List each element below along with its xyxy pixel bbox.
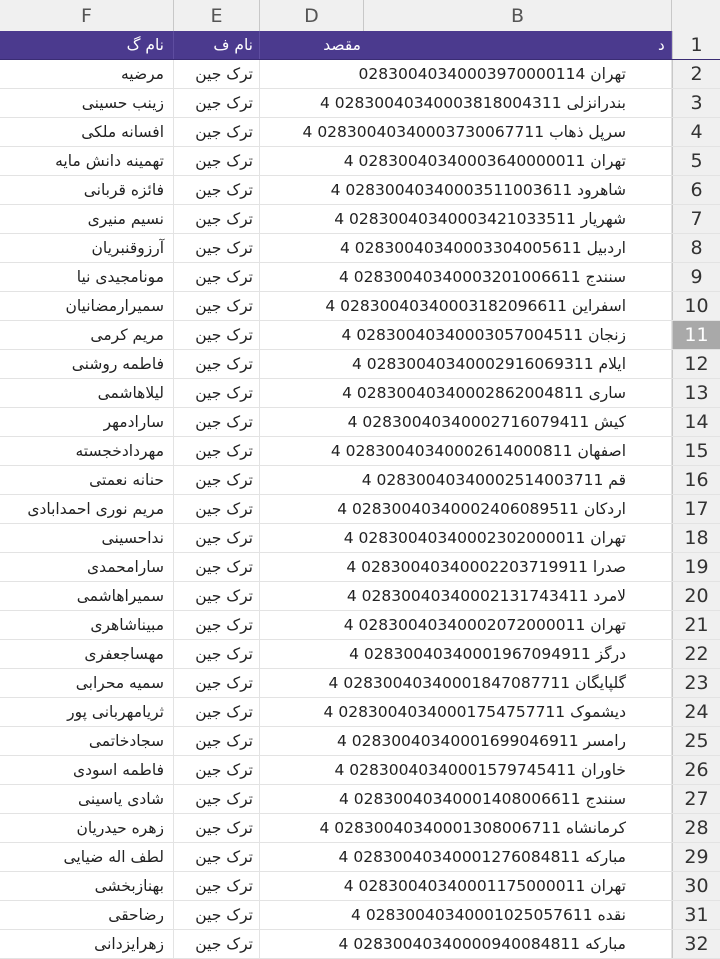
row-number[interactable]: 28: [672, 814, 720, 842]
table-row: [0, 176, 720, 205]
table-row: [0, 408, 720, 437]
cell-code: 02830040340002614000811 4: [330, 442, 573, 460]
cell-code: 02830040340003640000011 4: [343, 152, 586, 170]
cell-name[interactable]: سمیراهاشمی: [0, 582, 174, 610]
row-number[interactable]: 26: [672, 756, 720, 784]
cell-destination-and-code[interactable]: [260, 785, 672, 813]
row-number[interactable]: 1: [672, 31, 720, 59]
cell-family[interactable]: ترک جین: [174, 408, 260, 436]
table-row: [0, 872, 720, 901]
cell-destination-and-code[interactable]: [260, 437, 672, 465]
cell-code: 02830040340003970000114: [358, 65, 586, 83]
cell-family[interactable]: ترک جین: [174, 89, 260, 117]
cell-code: 02830040340001699046911 4: [336, 732, 579, 750]
cell-name[interactable]: بهنازبخشی: [0, 872, 174, 900]
table-row: [0, 118, 720, 147]
table-row: [0, 698, 720, 727]
table-row: [0, 640, 720, 669]
cell-code: 02830040340003511003611 4: [330, 181, 573, 199]
row-number[interactable]: 13: [672, 379, 720, 407]
cell-family[interactable]: ترک جین: [174, 669, 260, 697]
cell-family[interactable]: ترک جین: [174, 60, 260, 88]
cell-code: 02830040340003421033511 4: [334, 210, 576, 228]
cell-destination: اردکان: [583, 500, 626, 518]
cell-destination: زنجان: [588, 326, 626, 344]
cell-code: 02830040340002514003711 4: [361, 471, 604, 489]
cell-family[interactable]: ترک جین: [174, 263, 260, 291]
cell-name[interactable]: زینب حسینی: [0, 89, 174, 117]
cell-name[interactable]: تهمینه دانش مایه: [0, 147, 174, 175]
cell-family[interactable]: ترک جین: [174, 437, 260, 465]
row-number[interactable]: 21: [672, 611, 720, 639]
cell-name[interactable]: افسانه ملکی: [0, 118, 174, 146]
cell-name[interactable]: آرزوقنبریان: [0, 234, 174, 262]
cell-destination-and-code[interactable]: [260, 524, 672, 552]
row-number[interactable]: 3: [672, 89, 720, 117]
cell-destination-and-code[interactable]: [260, 930, 672, 958]
row-number[interactable]: 31: [672, 901, 720, 929]
row-number[interactable]: 19: [672, 553, 720, 581]
cell-name[interactable]: فاطمه روشنی: [0, 350, 174, 378]
cell-destination: مبارکه: [585, 848, 626, 866]
row-number[interactable]: 6: [672, 176, 720, 204]
cell-destination-and-code[interactable]: [260, 495, 672, 523]
table-row: [0, 669, 720, 698]
row-number[interactable]: 18: [672, 524, 720, 552]
cell-destination-and-code[interactable]: [260, 263, 672, 291]
cell-destination: دیشموک: [570, 703, 626, 721]
cell-destination-and-code[interactable]: [260, 756, 672, 784]
cell-destination-and-code[interactable]: [260, 321, 672, 349]
cell-destination-and-code[interactable]: [260, 292, 672, 320]
cell-name[interactable]: لطف اله ضیایی: [0, 843, 174, 871]
cell-family[interactable]: ترک جین: [174, 553, 260, 581]
cell-family[interactable]: ترک جین: [174, 466, 260, 494]
cell-destination-and-code[interactable]: [260, 408, 672, 436]
cell-family[interactable]: ترک جین: [174, 147, 260, 175]
table-row: [0, 205, 720, 234]
cell-code: 02830040340003730067711 4: [302, 123, 545, 141]
row-number[interactable]: 8: [672, 234, 720, 262]
header-cell-b-truncated[interactable]: د: [658, 36, 665, 54]
cell-name[interactable]: فاطمه اسودی: [0, 756, 174, 784]
row-number[interactable]: 30: [672, 872, 720, 900]
cell-code: 02830040340001579745411 4: [334, 761, 577, 779]
cell-destination: اردبیل: [586, 239, 626, 257]
cell-family[interactable]: ترک جین: [174, 176, 260, 204]
cell-code: 02830040340002716079411 4: [347, 413, 590, 431]
cell-name[interactable]: مهردادخجسته: [0, 437, 174, 465]
cell-code: 02830040340002862004811 4: [342, 384, 584, 402]
cell-destination-and-code[interactable]: [260, 466, 672, 494]
table-row: [0, 553, 720, 582]
cell-code: 02830040340001175000011 4: [343, 877, 586, 895]
cell-name[interactable]: مرضیه: [0, 60, 174, 88]
cell-name[interactable]: مریم نوری احمدابادی: [0, 495, 174, 523]
cell-destination-and-code[interactable]: [260, 350, 672, 378]
cell-family[interactable]: ترک جین: [174, 495, 260, 523]
row-number[interactable]: 20: [672, 582, 720, 610]
cell-code: 02830040340003057004511 4: [341, 326, 584, 344]
cell-destination: سنندج: [585, 268, 626, 286]
cell-destination-and-code[interactable]: [260, 698, 672, 726]
cell-destination: درگز: [595, 645, 626, 663]
cell-code: 02830040340002072000011 4: [343, 616, 586, 634]
cell-name[interactable]: مونامجیدی نیا: [0, 263, 174, 291]
cell-name[interactable]: مریم کرمی: [0, 321, 174, 349]
cell-destination: ایلام: [598, 355, 626, 373]
table-row: [0, 582, 720, 611]
cell-destination: مبارکه: [585, 935, 626, 953]
cell-destination: تهران: [590, 616, 626, 634]
row-number[interactable]: 5: [672, 147, 720, 175]
table-row: [0, 611, 720, 640]
table-row: [0, 901, 720, 930]
cell-destination: تهران: [590, 877, 626, 895]
row-number[interactable]: 24: [672, 698, 720, 726]
cell-destination-and-code[interactable]: [260, 872, 672, 900]
cell-family[interactable]: ترک جین: [174, 872, 260, 900]
row-number[interactable]: 15: [672, 437, 720, 465]
cell-destination: ساری: [588, 384, 626, 402]
cell-code: 02830040340002131743411 4: [346, 587, 589, 605]
cell-name[interactable]: نسیم منیری: [0, 205, 174, 233]
cell-destination-and-code[interactable]: [260, 176, 672, 204]
cell-destination-and-code[interactable]: [260, 147, 672, 175]
cell-code: 02830040340003201006611 4: [338, 268, 581, 286]
cell-destination-and-code[interactable]: [260, 901, 672, 929]
cell-family[interactable]: ترک جین: [174, 234, 260, 262]
cell-destination: بندرانزلی: [566, 94, 626, 112]
table-row: [0, 756, 720, 785]
select-all-corner[interactable]: [672, 0, 720, 31]
table-row: [0, 930, 720, 959]
cell-family[interactable]: ترک جین: [174, 727, 260, 755]
cell-family[interactable]: ترک جین: [174, 524, 260, 552]
cell-code: 02830040340003818004311 4: [319, 94, 562, 112]
cell-family[interactable]: ترک جین: [174, 756, 260, 784]
header-cell-e[interactable]: نام ف: [174, 31, 260, 59]
row-number[interactable]: 23: [672, 669, 720, 697]
cell-destination-and-code[interactable]: [260, 669, 672, 697]
cell-code: 02830040340001408006611 4: [338, 790, 581, 808]
cell-destination: اصفهان: [577, 442, 626, 460]
cell-destination-and-code[interactable]: [260, 611, 672, 639]
row-number[interactable]: 11: [672, 321, 720, 349]
row-number[interactable]: 14: [672, 408, 720, 436]
row-number[interactable]: 4: [672, 118, 720, 146]
cell-name[interactable]: فائزه قربانی: [0, 176, 174, 204]
header-row: [0, 31, 720, 60]
cell-code: 02830040340001308006711 4: [319, 819, 562, 837]
column-header-bar: [0, 0, 720, 32]
cell-name[interactable]: زهره حیدریان: [0, 814, 174, 842]
table-row: [0, 263, 720, 292]
header-cell-d[interactable]: مقصد: [260, 31, 672, 59]
row-number[interactable]: 22: [672, 640, 720, 668]
cell-code: 02830040340003304005611 4: [339, 239, 582, 257]
table-row: [0, 234, 720, 263]
cell-family[interactable]: ترک جین: [174, 292, 260, 320]
cell-family[interactable]: ترک جین: [174, 350, 260, 378]
cell-family[interactable]: ترک جین: [174, 321, 260, 349]
cell-destination-and-code[interactable]: [260, 118, 672, 146]
table-row: [0, 495, 720, 524]
cell-name[interactable]: مهساجعفری: [0, 640, 174, 668]
row-number[interactable]: 29: [672, 843, 720, 871]
cell-code: 02830040340001276084811 4: [338, 848, 581, 866]
cell-name[interactable]: مبیناشاهری: [0, 611, 174, 639]
cell-name[interactable]: سمیرارمضانیان: [0, 292, 174, 320]
cell-destination: اسفراین: [571, 297, 626, 315]
cell-code: 02830040340002203719911 4: [346, 558, 588, 576]
row-number[interactable]: 2: [672, 60, 720, 88]
cell-destination: قم: [608, 471, 626, 489]
cell-destination: لامرد: [593, 587, 626, 605]
cell-family[interactable]: ترک جین: [174, 379, 260, 407]
cell-code: 02830040340001847087711 4: [328, 674, 571, 692]
table-row: [0, 437, 720, 466]
cell-family[interactable]: ترک جین: [174, 698, 260, 726]
cell-destination-and-code[interactable]: [260, 234, 672, 262]
cell-family[interactable]: ترک جین: [174, 205, 260, 233]
cell-code: 02830040340001967094911 4: [349, 645, 591, 663]
table-row: [0, 785, 720, 814]
cell-destination: کیش: [594, 413, 626, 431]
row-number[interactable]: 10: [672, 292, 720, 320]
table-row: [0, 466, 720, 495]
table-row: [0, 350, 720, 379]
cell-destination-and-code[interactable]: [260, 727, 672, 755]
table-row: [0, 292, 720, 321]
cell-destination-and-code[interactable]: [260, 553, 672, 581]
cell-destination: کرمانشاه: [566, 819, 626, 837]
table-row: [0, 147, 720, 176]
cell-code: 02830040340003182096611 4: [325, 297, 567, 315]
cell-family[interactable]: ترک جین: [174, 611, 260, 639]
row-number[interactable]: 7: [672, 205, 720, 233]
table-row: [0, 727, 720, 756]
cell-name[interactable]: نداحسینی: [0, 524, 174, 552]
cell-destination-and-code[interactable]: [260, 60, 672, 88]
cell-destination-and-code[interactable]: [260, 843, 672, 871]
row-number[interactable]: 25: [672, 727, 720, 755]
row-number[interactable]: 17: [672, 495, 720, 523]
cell-name[interactable]: سجادخاتمی: [0, 727, 174, 755]
cell-name[interactable]: حنانه نعمتی: [0, 466, 174, 494]
cell-name[interactable]: لیلاهاشمی: [0, 379, 174, 407]
cell-destination: تهران: [590, 65, 626, 83]
cell-destination: سرپل ذهاب: [549, 123, 626, 141]
cell-destination-and-code[interactable]: [260, 640, 672, 668]
cell-family[interactable]: ترک جین: [174, 930, 260, 958]
cell-name[interactable]: سمیه محرابی: [0, 669, 174, 697]
table-row: [0, 524, 720, 553]
cell-destination-and-code[interactable]: [260, 379, 672, 407]
column-header-b[interactable]: B: [364, 0, 672, 31]
cell-family[interactable]: ترک جین: [174, 640, 260, 668]
cell-code: 02830040340000940084811 4: [338, 935, 581, 953]
cell-code: 02830040340002916069311 4: [351, 355, 594, 373]
row-number[interactable]: 32: [672, 930, 720, 958]
cell-destination: شاهرود: [577, 181, 626, 199]
row-number[interactable]: 27: [672, 785, 720, 813]
cell-destination: صدرا: [592, 558, 626, 576]
cell-family[interactable]: ترک جین: [174, 901, 260, 929]
cell-destination: شهریار: [580, 210, 626, 228]
cell-destination-and-code[interactable]: [260, 582, 672, 610]
cell-name[interactable]: شادی یاسینی: [0, 785, 174, 813]
column-header-e[interactable]: E: [174, 0, 260, 31]
cell-family[interactable]: ترک جین: [174, 843, 260, 871]
column-header-f[interactable]: F: [0, 0, 174, 31]
row-number[interactable]: 12: [672, 350, 720, 378]
cell-destination: تهران: [590, 529, 626, 547]
cell-destination: سنندج: [585, 790, 626, 808]
cell-family[interactable]: ترک جین: [174, 814, 260, 842]
cell-destination-and-code[interactable]: [260, 814, 672, 842]
row-number[interactable]: 16: [672, 466, 720, 494]
cell-code: 02830040340002302000011 4: [343, 529, 586, 547]
cell-name[interactable]: رضاحقی: [0, 901, 174, 929]
cell-destination: رامسر: [583, 732, 626, 750]
table-row: [0, 379, 720, 408]
cell-destination-and-code[interactable]: [260, 89, 672, 117]
cell-name[interactable]: ثریامهربانی پور: [0, 698, 174, 726]
table-row: [0, 843, 720, 872]
cell-name[interactable]: سارامحمدی: [0, 553, 174, 581]
cell-family[interactable]: ترک جین: [174, 582, 260, 610]
table-row: [0, 814, 720, 843]
cell-destination-and-code[interactable]: [260, 205, 672, 233]
table-row: [0, 321, 720, 350]
table-row: [0, 60, 720, 89]
cell-code: 02830040340002406089511 4: [337, 500, 579, 518]
header-cell-f[interactable]: نام گ: [0, 31, 174, 59]
cell-name[interactable]: سارادمهر: [0, 408, 174, 436]
cell-code: 02830040340001025057611 4: [351, 906, 593, 924]
row-number[interactable]: 9: [672, 263, 720, 291]
cell-name[interactable]: زهرایزدانی: [0, 930, 174, 958]
column-header-d[interactable]: D: [260, 0, 364, 31]
cell-destination: نقده: [597, 906, 626, 924]
cell-family[interactable]: ترک جین: [174, 118, 260, 146]
cell-code: 02830040340001754757711 4: [323, 703, 566, 721]
cell-destination: گلپایگان: [575, 674, 626, 692]
cell-destination: خاوران: [581, 761, 626, 779]
cell-family[interactable]: ترک جین: [174, 785, 260, 813]
cell-destination: تهران: [590, 152, 626, 170]
table-row: [0, 89, 720, 118]
